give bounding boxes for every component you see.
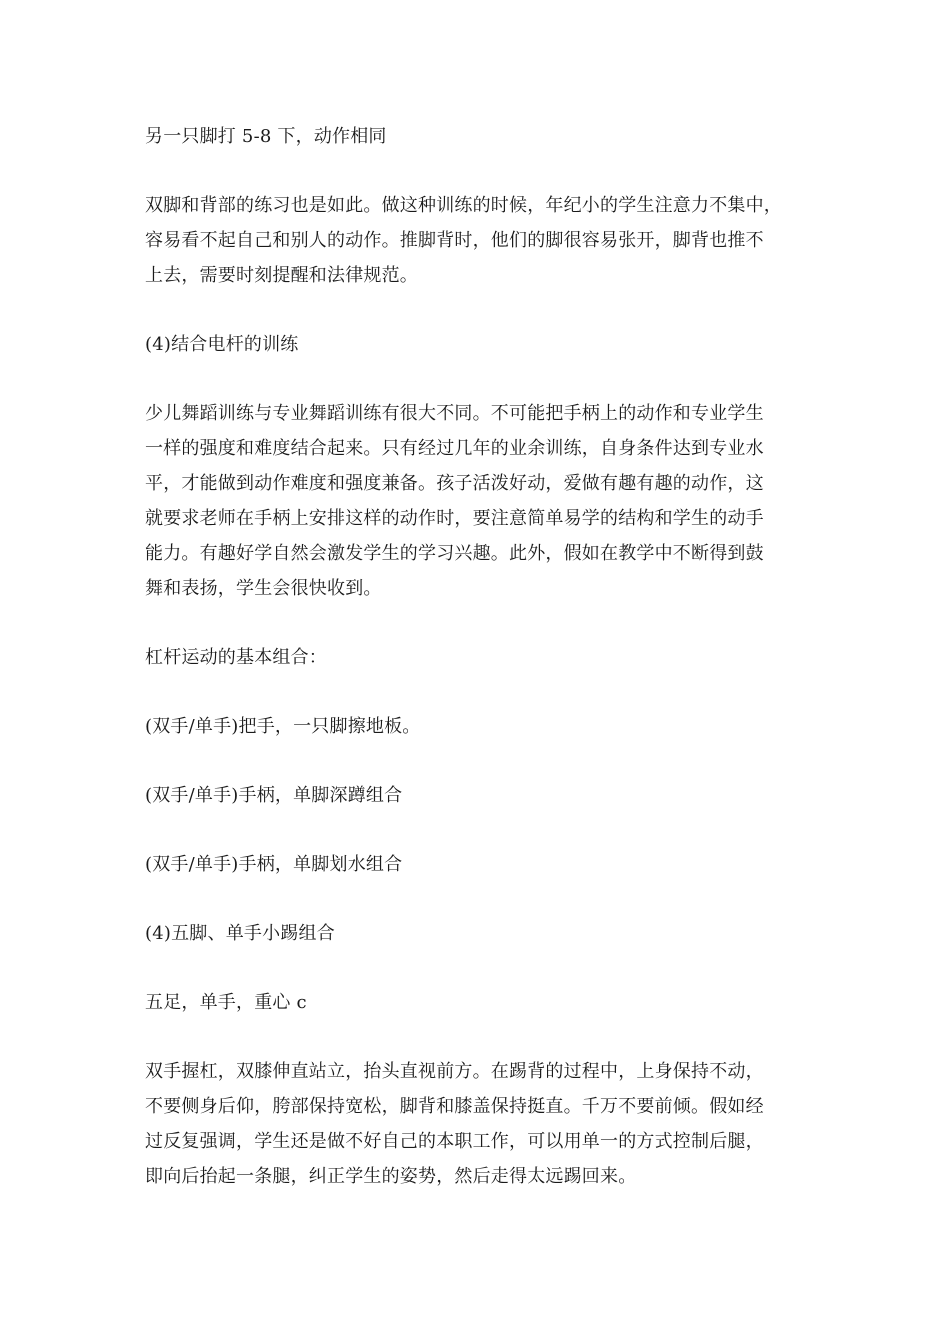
paragraph-gap [145, 606, 810, 640]
paragraph-gap [145, 675, 810, 709]
paragraph-gap [145, 951, 810, 985]
list-intro: 杠杆运动的基本组合： [145, 647, 327, 668]
paragraph-gap [145, 1020, 810, 1054]
paragraph-4: 双手握杠，双膝伸直站立，抬头直视前方。在踢背的过程中，上身保持不动， 不要侧身后仰，胯部保持宽松，脚背和膝盖保持挺直。千万不要前倾。假如经 过反复强调，学生还是做不好自己的本职工作，可以用单一的方式控制后腿， 即向后抬起一条腿，纠正学生的姿势，然后走得太远踢回来。 [145, 1061, 764, 1187]
paragraph-2: 双脚和背部的练习也是如此。做这种训练的时候，年纪小的学生注意力不集中， 容易看不起自己和别人的动作。推脚背时，他们的脚很容易张开，脚背也推不 上去，需要时刻提醒和法律规范。 [145, 195, 782, 286]
list-item: (双手/单手)把手，一只脚擦地板。 [145, 716, 421, 737]
paragraph-1: 另一只脚打 5-8 下，动作相同 [145, 126, 387, 147]
paragraph-3: 少儿舞蹈训练与专业舞蹈训练有很大不同。不可能把手柄上的动作和专业学生 一样的强度和难度结合起来。只有经过几年的业余训练，自身条件达到专业水 平，才能做到动作难度和强度兼备。孩子活泼好动，爱做有趣有趣的动作，这 就要求老师在手柄上安排这样的动作时，要注意简单易学的结构和学生的动手 能力。有趣好学自然会激发学生的学习兴趣。此外，假如在教学中不断得到鼓 舞和表扬，学生会很快收到。 [145, 403, 764, 599]
paragraph-gap [145, 744, 810, 778]
paragraph-gap [145, 882, 810, 916]
list-item: (双手/单手)手柄，单脚深蹲组合 [145, 785, 403, 806]
paragraph-gap [145, 293, 810, 327]
paragraph-gap [145, 154, 810, 188]
paragraph-gap [145, 362, 810, 396]
paragraph-gap [145, 813, 810, 847]
list-item: (4)五脚、单手小踢组合 [145, 923, 335, 944]
document-page [145, 119, 810, 1194]
section-heading-4: (4)结合电杆的训练 [145, 334, 299, 355]
list-item: (双手/单手)手柄，单脚划水组合 [145, 854, 403, 875]
list-item: 五足，单手，重心 c [145, 992, 307, 1013]
